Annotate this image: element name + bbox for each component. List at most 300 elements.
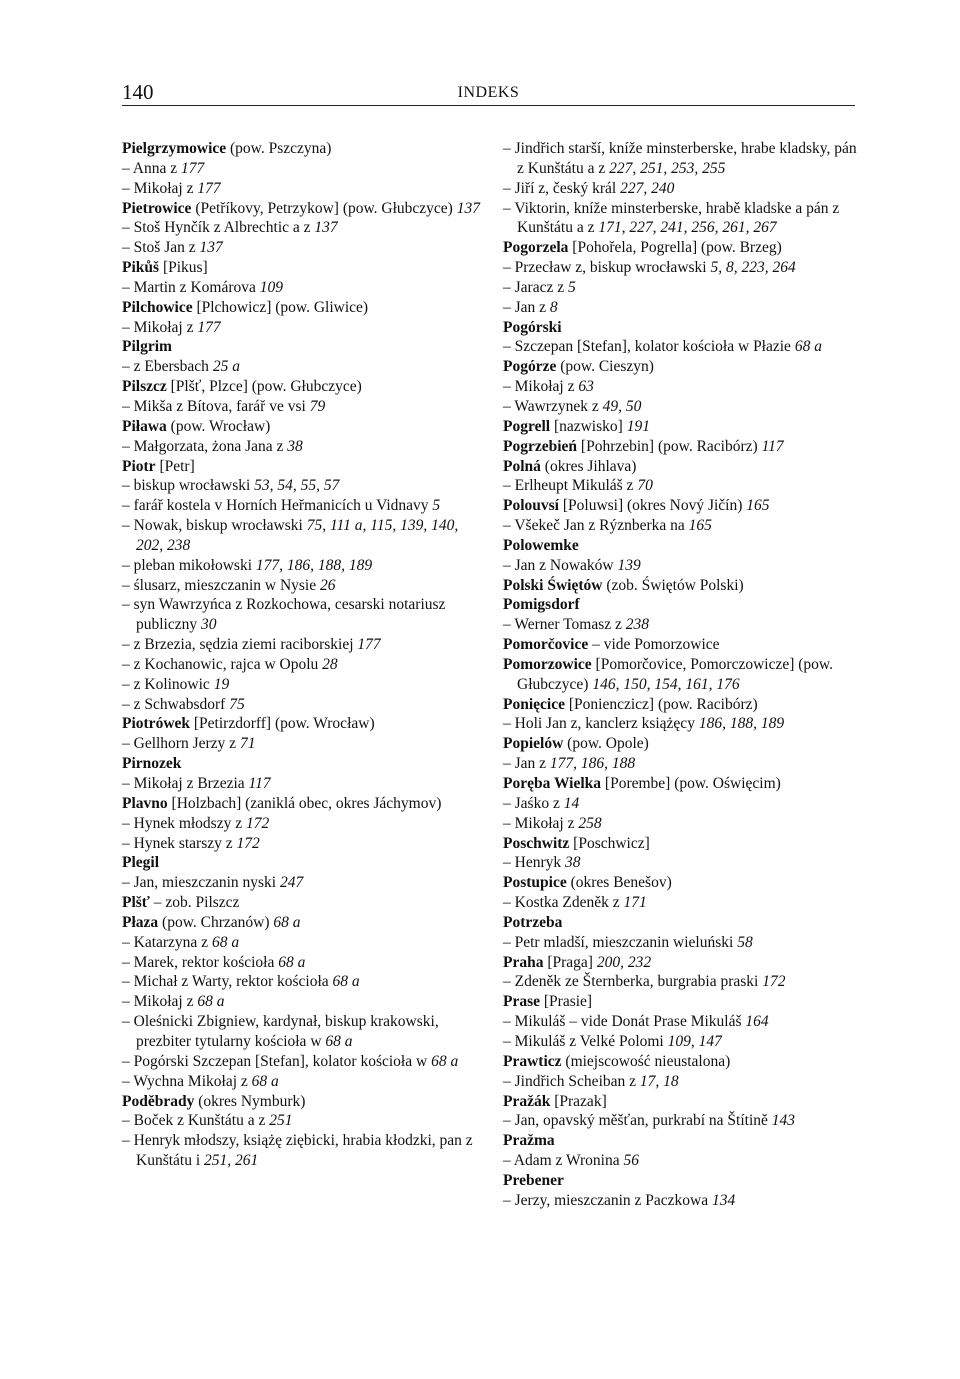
page-reference: 19 [213, 675, 230, 693]
entry-text: (pow. Chrzanów) [158, 913, 274, 931]
entry-text: – Mikuláš – vide Donát Prase Mikuláš [503, 1013, 746, 1031]
headword: Prase [503, 993, 541, 1011]
index-entry [122, 476, 487, 496]
index-entry [503, 476, 858, 496]
entry-text: – Mikołaj z [503, 814, 579, 832]
index-entry [122, 794, 487, 814]
index-entry [503, 1111, 858, 1131]
index-entry [122, 972, 487, 992]
entry-text: – Henryk [503, 854, 565, 872]
index-entry [122, 1092, 487, 1112]
entry-text: – Jiří z, český král [503, 179, 621, 197]
entry-text: – Nowak, biskup wrocławski [122, 517, 307, 535]
entry-text: [Prazak] [550, 1092, 607, 1110]
entry-text: – Erlheupt Mikuláš z [503, 477, 638, 495]
page-reference: 68 a [278, 953, 306, 971]
entry-text: – Szczepan [Stefan], kolator kościoła w Płazie [503, 338, 795, 356]
entry-text: [Prasie] [540, 993, 593, 1011]
page-reference: 117 [248, 775, 271, 792]
headword: Poschwitz [503, 834, 570, 852]
entry-text: – Boček z Kunštátu a z [122, 1112, 270, 1130]
entry-text: – Všekeč Jan z Rýznberka na [503, 517, 689, 535]
entry-text: – Stoš Hynčík z Albrechtic a z [122, 219, 315, 237]
entry-text: – Jaracz z [503, 278, 568, 296]
index-entry [503, 893, 858, 913]
index-entry [122, 218, 487, 238]
page-reference: 109, 147 [667, 1032, 722, 1050]
page-reference: 68 a [273, 913, 301, 931]
page-reference: 177 [197, 179, 221, 197]
page-reference: 251, 261 [204, 1152, 259, 1170]
entry-text: – Jindřich starší, kníže minsterberske, hrabe kladsky, pán z Kunštátu a z [503, 140, 857, 177]
entry-text: (pow. Wrocław) [166, 417, 271, 435]
index-entry [503, 992, 858, 1012]
index-entry [503, 695, 858, 715]
entry-text: – Jan, opavský měšťan, purkrabí na Štítině [503, 1112, 772, 1130]
headword: Plšť [122, 894, 150, 912]
page-reference: 177, 186, 188, 189 [255, 556, 373, 574]
page-reference: 137 [314, 219, 338, 237]
page-reference: 177, 186, 188 [549, 755, 636, 773]
headword: Pomigsdorf [503, 596, 580, 614]
index-entry [122, 913, 487, 933]
entry-text: – Wychna Mikołaj z [122, 1072, 252, 1090]
page-reference: 172 [245, 814, 270, 832]
index-entry [503, 298, 858, 318]
page-reference: 238 [625, 616, 650, 634]
entry-text: [Pohrzebin] (pow. Racibórz) [577, 437, 762, 455]
page-reference: 177 [180, 159, 205, 177]
index-entry [503, 794, 858, 814]
page-reference: 172 [236, 834, 260, 852]
index-entry [503, 457, 858, 477]
entry-text: (okres Benešov) [566, 874, 672, 892]
index-entry [122, 635, 487, 655]
headword: Plavno [122, 794, 168, 812]
headword: Ponięcice [503, 695, 565, 713]
index-entry [122, 556, 487, 576]
entry-text: – z Ebersbach [122, 358, 213, 376]
entry-text: (Petříkovy, Petrzykow] (pow. Głubczyce) [191, 199, 457, 217]
entry-text: [Holzbach] (zaniklá obec, okres Jáchymov) [167, 794, 442, 812]
entry-text: – Mikołaj z [122, 179, 198, 197]
page-reference: 143 [771, 1112, 796, 1130]
page-reference: 164 [745, 1013, 769, 1031]
index-entry [503, 834, 858, 854]
index-entry [503, 377, 858, 397]
entry-text: [Praga] [543, 953, 597, 971]
entry-text: – pleban mikołowski [122, 556, 256, 574]
page-reference: 251 [269, 1112, 293, 1130]
headword: Poděbrady [122, 1092, 195, 1110]
entry-text: – Wawrzynek z [503, 397, 603, 415]
page-reference: 38 [565, 854, 581, 872]
page-reference: 171, 227, 241, 256, 261, 267 [598, 219, 777, 237]
index-entry [503, 576, 858, 596]
entry-text: – Jan z [503, 298, 550, 316]
page-reference: 71 [239, 735, 256, 753]
page-reference: 191 [626, 417, 650, 435]
index-entry [503, 1032, 858, 1052]
index-entry [503, 714, 858, 734]
index-entry [503, 913, 858, 933]
entry-text: [nazwisko] [550, 417, 627, 435]
index-entry [503, 635, 858, 655]
entry-text: [Plchowicz] (pow. Gliwice) [192, 298, 369, 316]
index-entry [122, 437, 487, 457]
entry-text: – z Schwabsdorf [122, 695, 230, 713]
headword: Plegil [122, 854, 160, 872]
index-entry [503, 337, 858, 357]
index-entry [503, 814, 858, 834]
index-entry [503, 1012, 858, 1032]
page-reference: 49, 50 [602, 397, 642, 415]
index-entry [503, 1072, 858, 1092]
headword: Popielów [503, 735, 564, 753]
index-entry [122, 278, 487, 298]
index-entry [503, 397, 858, 417]
entry-text: [Pikus] [159, 259, 208, 277]
page-reference: 165 [688, 517, 712, 535]
entry-text: – Henryk młodszy, książę ziębicki, hrabia kłodzki, pan z Kunštátu i [122, 1132, 473, 1170]
index-entry [122, 754, 487, 774]
page-reference: 58 [737, 933, 753, 951]
headword: Pilchowice [122, 298, 193, 316]
headword: Pogrell [503, 417, 551, 435]
index-entry [122, 655, 487, 675]
entry-text: – ślusarz, mieszczanin w Nysie [122, 576, 320, 594]
index-entry [503, 179, 858, 199]
index-entry [122, 893, 487, 913]
entry-text: – Holi Jan z, kanclerz książęcy [503, 715, 699, 733]
index-entry [122, 695, 487, 715]
entry-text: [Ponienczicz] (pow. Racibórz) [564, 695, 758, 713]
index-entry [503, 437, 858, 457]
page-reference: 63 [578, 378, 594, 396]
index-entry [503, 199, 858, 239]
page-reference: 8 [549, 298, 558, 316]
page-reference: 30 [201, 616, 217, 634]
index-entry [122, 576, 487, 596]
entry-text: – syn Wawrzyńca z Rozkochowa, cesarski notariusz publiczny [122, 596, 446, 634]
index-entry [122, 853, 487, 873]
page-reference: 172 [762, 973, 786, 991]
index-entry [122, 199, 487, 219]
entry-text: (pow. Cieszyn) [556, 358, 654, 376]
headword: Postupice [503, 874, 567, 892]
page-reference: 56 [623, 1152, 639, 1170]
entry-text: – Jindřich Scheiban z [503, 1072, 640, 1090]
index-entry [122, 814, 487, 834]
entry-text: [Poschwicz] [569, 834, 650, 852]
page-reference: 200, 232 [596, 953, 652, 971]
entry-text: (pow. Pszczyna) [226, 140, 332, 157]
index-entry [122, 953, 487, 973]
index-entry [122, 377, 487, 397]
entry-text: (okres Jihlava) [540, 457, 637, 475]
entry-text: – Mikuláš z Velké Polomi [503, 1032, 668, 1050]
index-entry [503, 655, 858, 695]
entry-text: – Mikołaj z Brzezia [122, 775, 249, 792]
entry-text: (pow. Opole) [563, 735, 649, 753]
entry-text: – Mikołaj z [503, 378, 579, 396]
index-entry [503, 1191, 858, 1211]
page-number: 140 [122, 80, 154, 104]
page-reference: 137 [199, 239, 223, 257]
entry-text: – Małgorzata, żona Jana z [122, 437, 288, 455]
index-entry [122, 734, 487, 754]
entry-text: – Jan z Nowaków [503, 556, 618, 574]
index-entry [503, 615, 858, 635]
entry-text: – Katarzyna z [122, 933, 212, 951]
headword: Pogorzela [503, 239, 569, 257]
headword: Pomorzowice [503, 655, 592, 673]
index-entry [503, 556, 858, 576]
running-header [122, 80, 855, 106]
entry-text: – Martin z Komárova [122, 278, 260, 296]
entry-text: – biskup wrocławski [122, 477, 255, 495]
index-entry [503, 1092, 858, 1112]
index-entry [122, 1072, 487, 1092]
headword: Pražák [503, 1092, 551, 1110]
index-entry [503, 754, 858, 774]
page-reference: 5, 8, 223, 264 [710, 259, 796, 277]
index-entry [503, 774, 858, 794]
page-reference: 186, 188, 189 [698, 715, 785, 733]
entry-text: – Zdeněk ze Šternberka, burgrabia praski [503, 973, 763, 991]
entry-text: – Viktorin, kníže minsterberske, hrabě kladske a pán z Kunštátu a z [503, 199, 840, 237]
index-entry [122, 159, 487, 179]
index-entry [503, 417, 858, 437]
entry-text: – Przecław z, biskup wrocławski [503, 259, 711, 277]
headword: Pilszcz [122, 378, 167, 396]
index-entry [122, 258, 487, 278]
index-column-left [122, 139, 487, 1171]
headword: Poręba Wielka [503, 775, 602, 792]
running-head-title: INDEKS [457, 84, 520, 101]
index-entry [503, 496, 858, 516]
entry-text: – Jerzy, mieszczanin z Paczkowa [503, 1191, 713, 1209]
entry-text: – Hynek młodszy z [122, 814, 246, 832]
entry-text: – Michał z Warty, rektor kościoła [122, 973, 333, 991]
page-reference: 258 [578, 814, 602, 832]
page-reference: 68 a [332, 973, 360, 991]
page-reference: 139 [617, 556, 641, 574]
index-entry [122, 397, 487, 417]
page-reference: 53, 54, 55, 57 [254, 477, 340, 495]
page-reference: 146, 150, 154, 161, 176 [592, 675, 740, 693]
index-entry [122, 1131, 487, 1171]
index-entry [122, 516, 487, 556]
index-entry [122, 714, 487, 734]
entry-text: – Pogórski Szczepan [Stefan], kolator kościoła w [122, 1052, 432, 1070]
page-reference: 137 [456, 199, 480, 217]
page-reference: 109 [259, 278, 283, 296]
index-entry [503, 1052, 858, 1072]
page-reference: 68 a [794, 338, 822, 356]
index-entry [122, 457, 487, 477]
page-reference: 171 [623, 894, 647, 912]
entry-text: [Poluwsi] (okres Nový Jičín) [558, 497, 747, 515]
entry-text: – Werner Tomasz z [503, 616, 626, 634]
entry-text: – z Brzezia, sędzia ziemi raciborskiej [122, 636, 358, 654]
headword: Pietrowice [122, 199, 192, 217]
headword: Pogórze [503, 358, 557, 376]
entry-text: [Porembe] (pow. Oświęcim) [601, 775, 781, 792]
index-entry [503, 972, 858, 992]
index-entry [503, 1151, 858, 1171]
entry-text: – Gellhorn Jerzy z [122, 735, 240, 753]
page-reference: 5 [567, 278, 576, 296]
page-reference: 68 a [325, 1032, 353, 1050]
page-reference: 68 a [431, 1052, 459, 1070]
headword: Polouvsí [503, 497, 559, 515]
index-entry [503, 278, 858, 298]
entry-text: – Mikołaj z [122, 318, 198, 336]
page-reference: 26 [320, 576, 336, 594]
entry-text: – Hynek starszy z [122, 834, 237, 852]
index-entry [122, 992, 487, 1012]
page-reference: 227, 251, 253, 255 [609, 159, 726, 177]
entry-text: (zob. Świętów Polski) [602, 576, 744, 594]
entry-text: – Mikša z Bítova, farář ve vsi [122, 397, 310, 415]
headword: Pogórski [503, 318, 562, 336]
index-entry [122, 834, 487, 854]
headword: Praha [503, 953, 544, 971]
index-entry [122, 1052, 487, 1072]
index-entry [503, 873, 858, 893]
index-entry [503, 258, 858, 278]
index-entry [122, 417, 487, 437]
headword: Piława [122, 417, 167, 435]
entry-text: – Oleśnicki Zbigniew, kardynał, biskup krakowski, prezbiter tytularny kościoła w [122, 1013, 439, 1050]
entry-text: – farář kostela v Horních Heřmanicích u Vidnavy [122, 497, 433, 515]
entry-text: [Petirzdorff] (pow. Wrocław) [190, 715, 375, 733]
entry-text: – Kostka Zdeněk z [503, 894, 624, 912]
page-reference: 70 [637, 477, 653, 495]
entry-text: – Jaśko z [503, 794, 564, 812]
page-reference: 25 a [212, 358, 240, 376]
index-entry [503, 734, 858, 754]
entry-text: – Jan z [503, 755, 550, 773]
entry-text: – Anna z [122, 159, 181, 177]
headword: Pirnozek [122, 755, 182, 773]
index-entry [503, 1131, 858, 1151]
page-reference: 68 a [211, 933, 240, 951]
index-entry [503, 933, 858, 953]
index-entry [122, 595, 487, 635]
index-column-right [503, 139, 858, 1211]
page-reference: 227, 240 [620, 179, 675, 197]
page-reference: 38 [287, 437, 303, 455]
headword: Pikůš [122, 259, 160, 277]
page-reference: 17, 18 [639, 1072, 679, 1090]
headword: Potrzeba [503, 913, 563, 931]
page-reference: 177 [357, 636, 381, 654]
index-entry [122, 337, 487, 357]
headword: Polski Świętów [503, 576, 603, 594]
entry-text: [Pomorčovice, Pomorczowicze] (pow. Głubczyce) [517, 655, 833, 693]
page-reference: 247 [279, 874, 304, 892]
page-reference: 14 [563, 794, 580, 812]
entry-text: [Plšť, Plzce] (pow. Głubczyce) [166, 378, 362, 396]
page-reference: 165 [746, 497, 770, 515]
entry-text: – vide Pomorzowice [588, 636, 720, 654]
index-entry [503, 318, 858, 338]
headword: Pielgrzymowice [122, 140, 227, 157]
index-entry [503, 853, 858, 873]
index-entry [503, 357, 858, 377]
headword: Piotrówek [122, 715, 191, 733]
headword: Pomorčovice [503, 636, 589, 654]
index-entry [503, 536, 858, 556]
entry-text: – z Kolinowic [122, 675, 214, 693]
headword: Polowemke [503, 536, 579, 554]
headword: Polná [503, 457, 541, 475]
entry-text: – Stoš Jan z [122, 239, 200, 257]
headword: Prawticz [503, 1052, 562, 1070]
page-reference: 177 [197, 318, 221, 336]
entry-text: [Pohořela, Pogrella] (pow. Brzeg) [568, 239, 782, 257]
page-reference: 117 [761, 437, 784, 455]
entry-text: (miejscowość nieustalona) [561, 1052, 731, 1070]
page-reference: 68 a [197, 993, 225, 1011]
page-reference: 75, 111 a, 115, 139, 140, 202, 238 [136, 517, 459, 554]
entry-text: – zob. Pilszcz [149, 894, 240, 912]
index-entry [503, 139, 858, 179]
index-entry [122, 318, 487, 338]
entry-text: – Mikołaj z [122, 993, 198, 1011]
index-entry [503, 953, 858, 973]
entry-text: – Adam z Wronina [503, 1152, 624, 1170]
index-entry [122, 1012, 487, 1052]
index-entry [122, 675, 487, 695]
headword: Płaza [122, 913, 159, 931]
index-entry [122, 238, 487, 258]
page-reference: 75 [229, 695, 245, 713]
index-entry [122, 873, 487, 893]
index-entry [122, 357, 487, 377]
headword: Piotr [122, 457, 156, 475]
entry-text: [Petr] [155, 457, 195, 475]
index-entry [122, 179, 487, 199]
page-reference: 28 [322, 655, 338, 673]
index-entry [122, 496, 487, 516]
index-entry [503, 1171, 858, 1191]
entry-text: – z Kochanowic, rajca w Opolu [122, 655, 323, 673]
page-reference: 5 [432, 497, 441, 515]
index-entry [122, 933, 487, 953]
page-reference: 79 [309, 397, 326, 415]
index-entry [122, 298, 487, 318]
page-reference: 134 [712, 1191, 736, 1209]
headword: Pilgrim [122, 338, 172, 356]
index-entry [503, 595, 858, 615]
headword: Prebener [503, 1171, 564, 1189]
headword: Pogrzebień [503, 437, 578, 455]
index-entry [503, 516, 858, 536]
entry-text: – Jan, mieszczanin nyski [122, 874, 280, 892]
index-entry [122, 1111, 487, 1131]
page-reference: 68 a [251, 1072, 279, 1090]
entry-text: – Marek, rektor kościoła [122, 953, 279, 971]
headword: Pražma [503, 1132, 555, 1150]
index-entry [503, 238, 858, 258]
index-entry [122, 774, 487, 794]
entry-text: – Petr mladší, mieszczanin wieluński [503, 933, 738, 951]
index-entry [122, 139, 487, 159]
entry-text: (okres Nymburk) [194, 1092, 306, 1110]
